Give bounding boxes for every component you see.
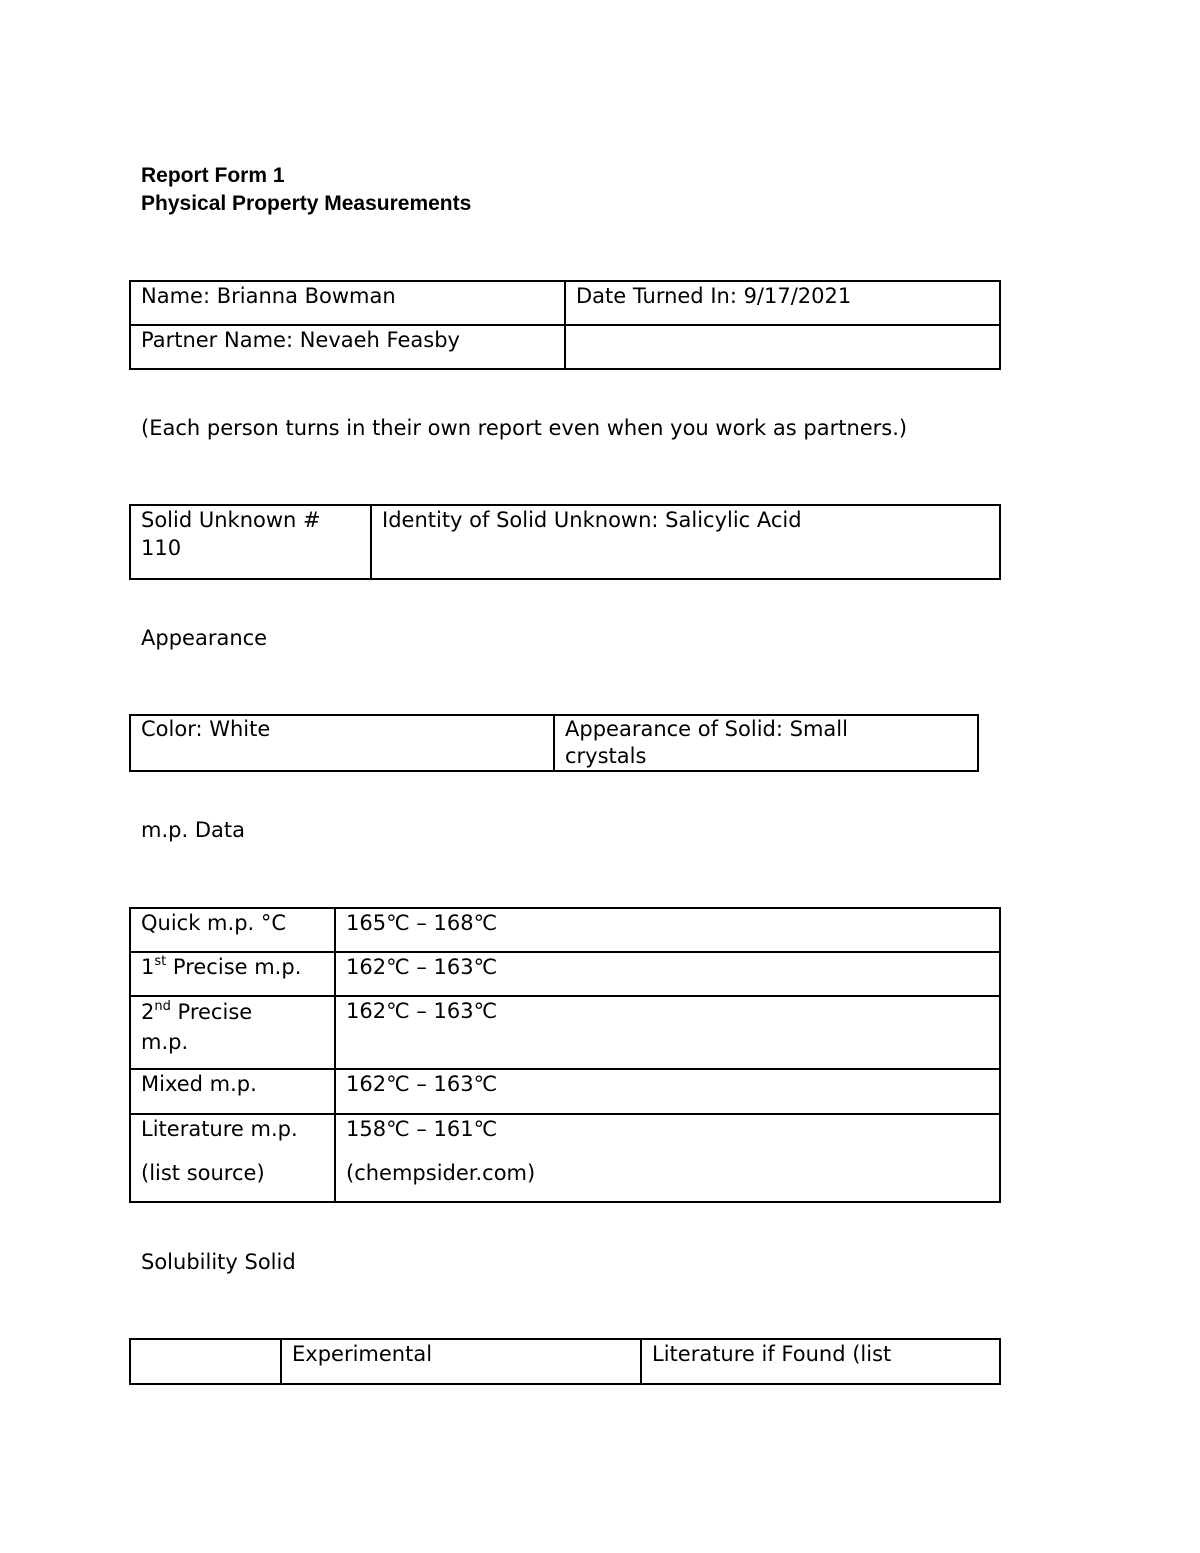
solid-unknown-cell xyxy=(130,505,371,579)
appearance-heading: Appearance xyxy=(141,626,268,650)
literature-header: Literature if Found (list xyxy=(641,1339,1000,1384)
first-precise-label: 1st Precise m.p. xyxy=(130,952,335,996)
table-row xyxy=(130,1339,1000,1384)
partner-text: Partner Name: Nevaeh Feasby xyxy=(141,328,460,352)
solubility-heading: Solubility Solid xyxy=(141,1250,296,1274)
quick-mp-value: 165℃ – 168℃ xyxy=(335,908,1000,952)
second-precise-label: 2nd Precise m.p. xyxy=(130,996,335,1069)
literature-mp-value: 158℃ – 161℃ (chempsider.com) xyxy=(335,1114,1000,1202)
table-row xyxy=(130,908,1000,952)
mixed-mp-value: 162℃ – 163℃ xyxy=(335,1069,1000,1114)
partner-cell xyxy=(130,325,565,369)
solid-unknown-label: Solid Unknown # xyxy=(141,508,321,532)
experimental-header: Experimental xyxy=(281,1339,641,1384)
date-cell xyxy=(565,281,1000,325)
name-cell xyxy=(130,281,565,325)
appearance-text-line2: crystals xyxy=(565,744,647,768)
quick-mp-label: Quick m.p. °C xyxy=(130,908,335,952)
appearance-text-line1: Appearance of Solid: Small xyxy=(565,717,848,741)
empty-cell xyxy=(565,325,1000,369)
partner-note: (Each person turns in their own report even when you work as partners.) xyxy=(141,416,908,440)
table-row xyxy=(130,996,1000,1069)
solubility-blank-header xyxy=(130,1339,281,1384)
solubility-table xyxy=(129,1338,1001,1385)
table-row xyxy=(130,952,1000,996)
appearance-cell xyxy=(554,715,978,771)
date-text: Date Turned In: 9/17/2021 xyxy=(576,284,852,308)
form-title: Report Form 1 xyxy=(141,164,285,187)
first-precise-value: 162℃ – 163℃ xyxy=(335,952,1000,996)
name-text: Name: Brianna Bowman xyxy=(141,284,396,308)
second-precise-value: 162℃ – 163℃ xyxy=(335,996,1000,1069)
solid-unknown-number: 110 xyxy=(141,536,182,560)
info-table xyxy=(129,280,1001,370)
appearance-table xyxy=(129,714,979,772)
literature-mp-label: Literature m.p. (list source) xyxy=(130,1114,335,1202)
identity-cell xyxy=(371,505,1000,579)
mixed-mp-label: Mixed m.p. xyxy=(130,1069,335,1114)
color-text: Color: White xyxy=(141,717,271,741)
table-row xyxy=(130,1069,1000,1114)
mp-data-heading: m.p. Data xyxy=(141,818,245,842)
color-cell xyxy=(130,715,554,771)
table-row xyxy=(130,1114,1000,1202)
identity-text: Identity of Solid Unknown: Salicylic Acid xyxy=(382,508,802,532)
form-subtitle: Physical Property Measurements xyxy=(141,192,472,215)
unknown-table xyxy=(129,504,1001,580)
mp-table xyxy=(129,907,1001,1203)
